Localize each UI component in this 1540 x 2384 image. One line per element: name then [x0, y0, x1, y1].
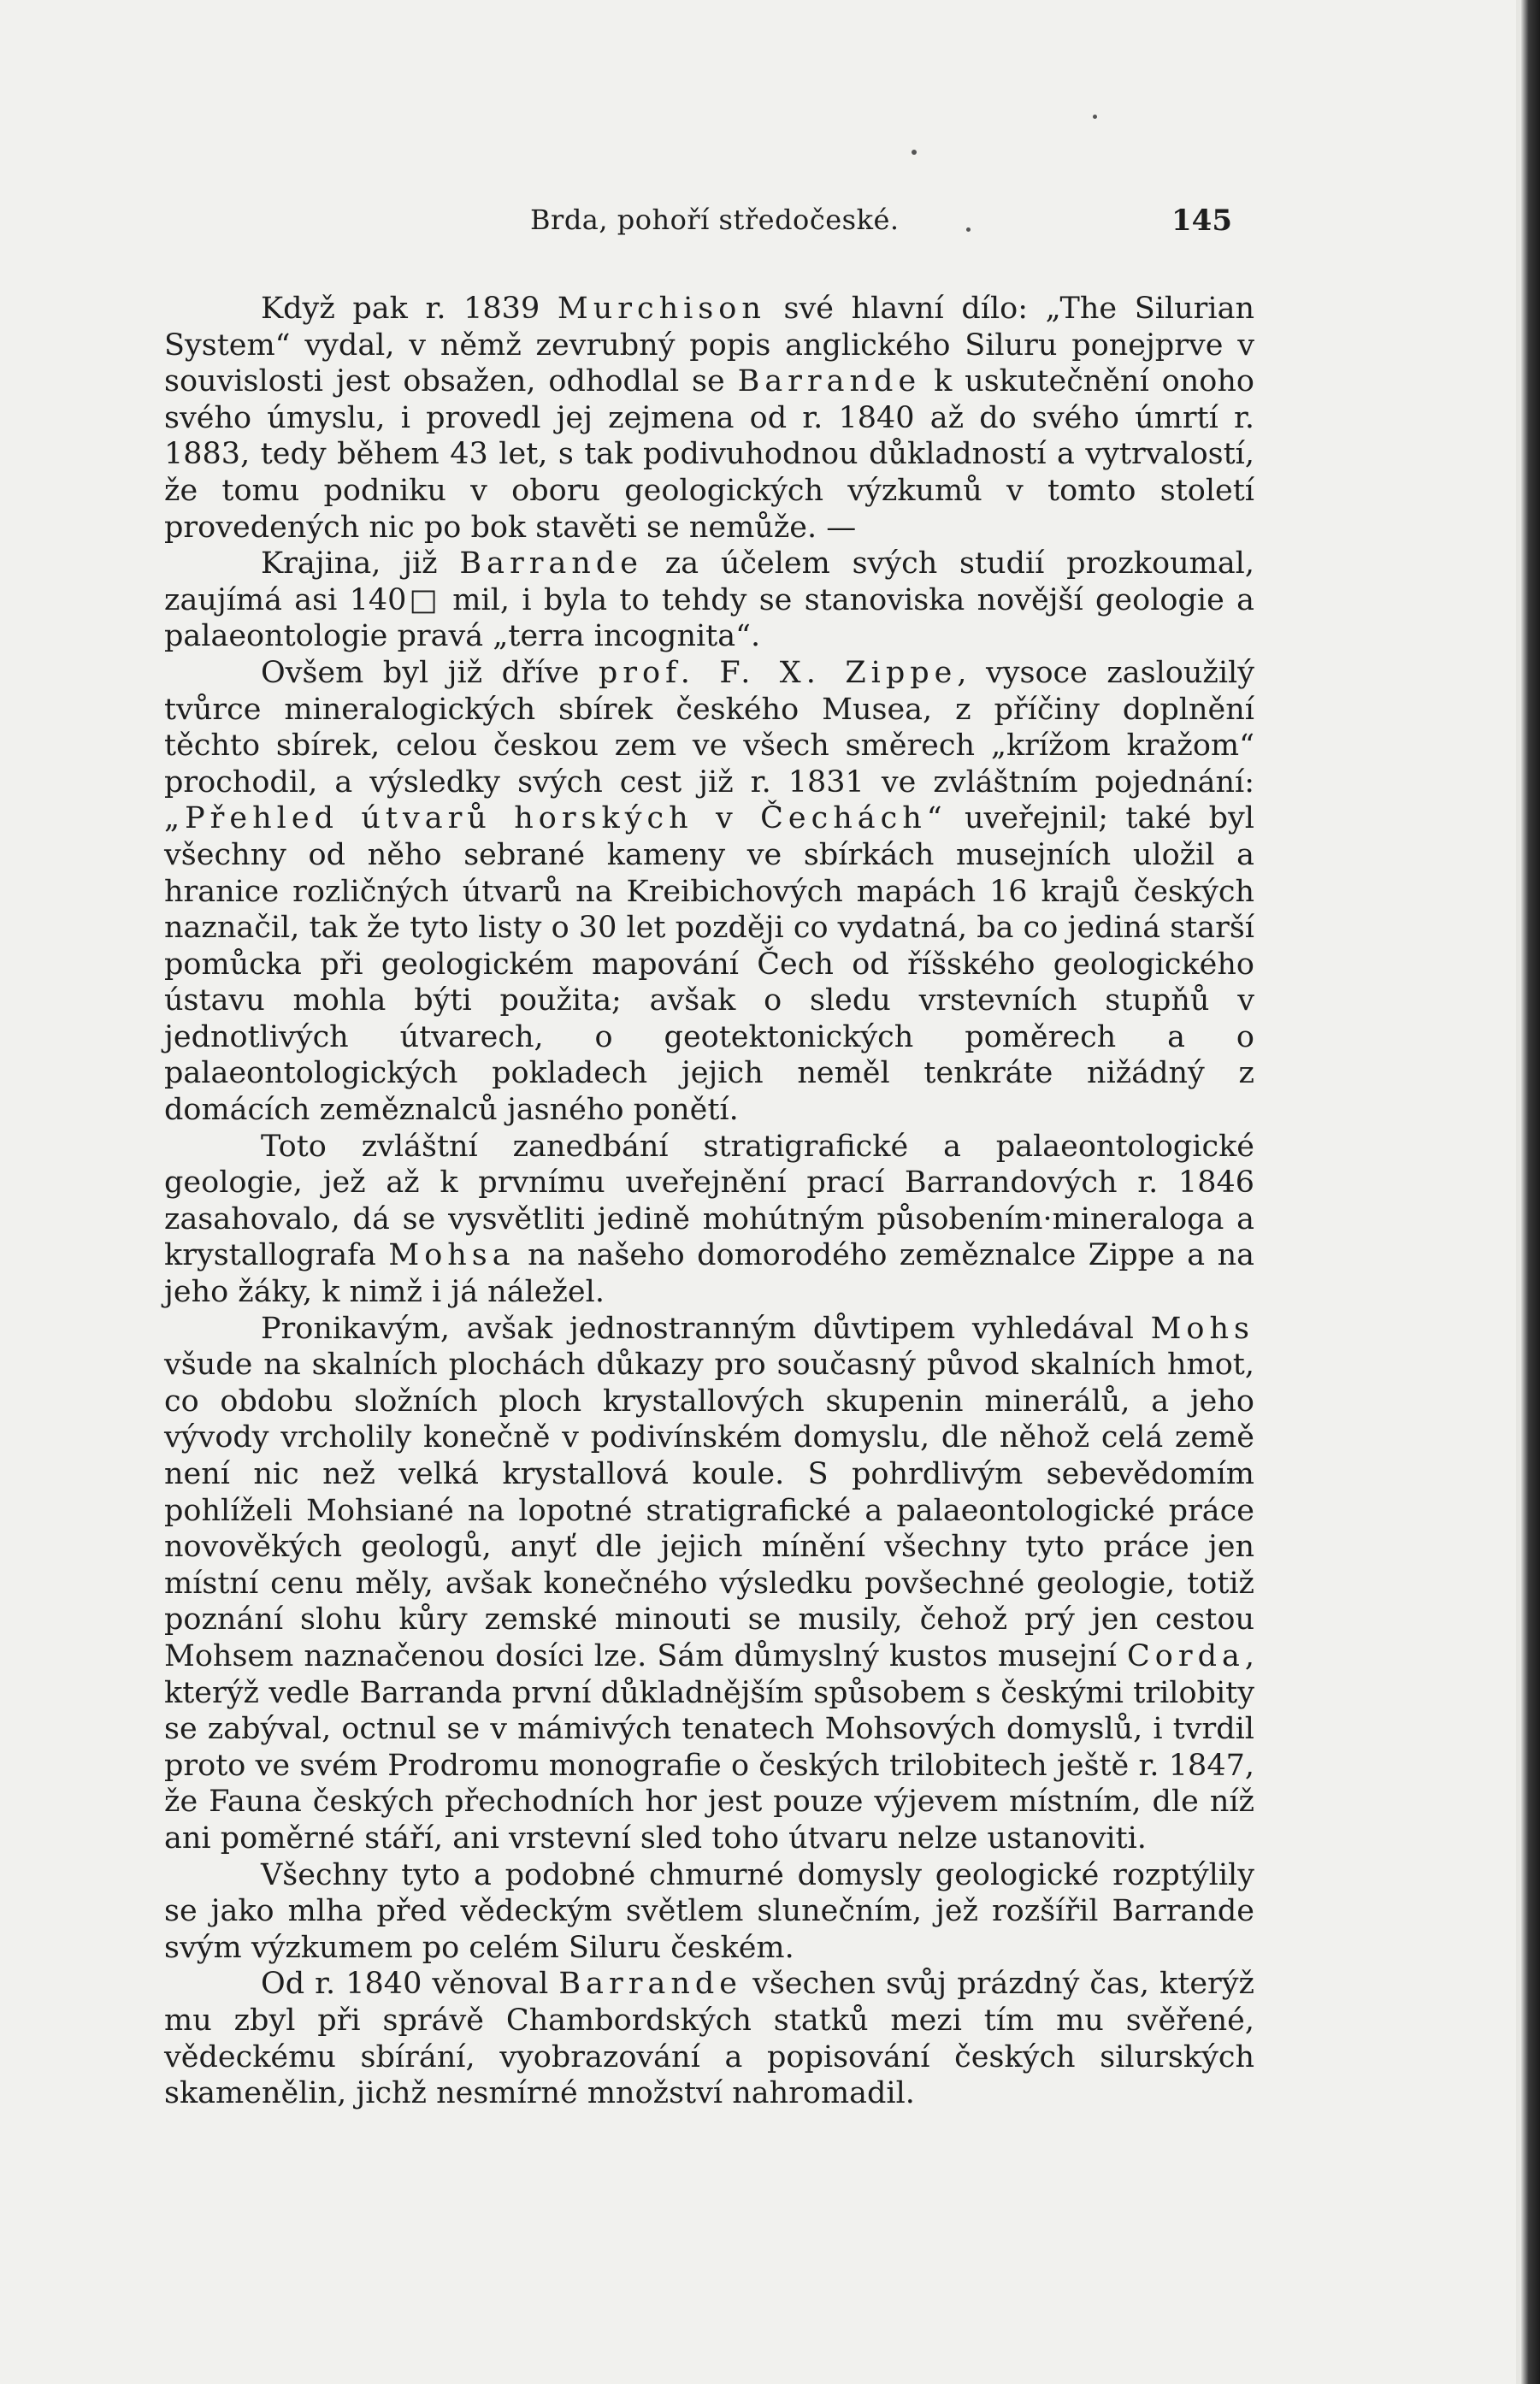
running-header — [0, 204, 1540, 255]
text-run: všude na skalních plochách důkazy pro současný původ skalních hmot, co obdobu složních ploch krystallových skupenin minerálů, a jeho vývody vrcholily konečně v podivínském domyslu, dle něhož celá země není nic než velká krystallová koule. S pohrdlivým sebevědomím pohlíželi Mohsiané na lopotné stratigrafické a palaeontologické práce novověkých geologů, anyť dle jejich mínění všechny tyto práce jen místní cenu měly, avšak konečného výsledku povšechné geologie, totiž poznání slohu kůry zemské minouti se musily, čehož prý jen cestou Mohsem naznačenou dosíci lze. Sám důmyslný kustos musejní — [164, 1348, 1254, 1673]
text-run: všechen svůj prázdný čas, kterýž mu zbyl při správě Chambordských statků mezi tím mu svěřené, vědeckému sbírání, vyobrazování a popisování českých silurských skamenělin, jichž nesmírné množství nahromadil. — [164, 1967, 1254, 2111]
paragraph — [164, 1966, 1254, 2111]
page-edge-shadow — [1521, 0, 1540, 2384]
emphasized-text: Barrande — [737, 364, 922, 399]
emphasized-text: Mohsa — [388, 1238, 516, 1273]
emphasized-text: prof. F. X. Zippe — [598, 655, 958, 690]
page-number: 145 — [1171, 204, 1232, 238]
paragraph — [164, 1311, 1254, 1857]
text-run: Ovšem byl již dříve — [261, 655, 599, 690]
text-run: Toto zvláštní zanedbání stratigrafické a palaeontologické geologie, jež až k prvnímu uveřejnění prací Barrandových r. 1846 zasahovalo, dá se vysvětliti jedině mohútným působením·mineraloga a krystallografa — [164, 1129, 1254, 1273]
dust-speck — [912, 150, 917, 155]
running-title: Brda, pohoří středočeské. — [530, 204, 900, 236]
dust-speck — [1093, 115, 1097, 119]
emphasized-text: Barrande — [459, 546, 643, 581]
text-run: Krajina, již — [261, 546, 460, 581]
paragraph — [164, 291, 1254, 546]
text-run: , vysoce zasloužilý tvůrce mineralogických sbírek českého Musea, z příčiny doplnění těchto sbírek, celou českou zem ve všech směrech „krížom kražom“ prochodil, a výsledky svých cest již r. 1831 ve zvláštním pojednání: — [164, 655, 1254, 800]
text-run: k uskutečnění onoho svého úmyslu, i provedl jej zejmena od r. 1840 až do svého úmrtí r. 1883, tedy během 43 let, s tak podivuhodnou důkladností a vytrvalostí, že tomu podniku v oboru geologických výzkumů v tomto století provedených nic po bok stavěti se nemůže. — — [164, 364, 1254, 545]
emphasized-text: Barrande — [558, 1967, 742, 2002]
paragraph — [164, 1857, 1254, 1967]
text-run: uveřejnil; také byl všechny od něho sebrané kameny ve sbírkách musejních uložil a hranice rozličných útvarů na Kreibichových mapách 16 krajů českých naznačil, tak že tyto listy o 30 let později co vydatná, ba co jediná starší pomůcka při geologickém mapování Čech od říšského geologického ústavu mohla býti použita; avšak o sledu vrstevních stupňů v jednotlivých útvarech, o geotektonických poměrech a o palaeontologických pokladech jejich neměl tenkráte nižádný z domácích zeměznalců jasného ponětí. — [164, 801, 1254, 1128]
emphasized-text: „Přehled útvarů horských v Čechách“ — [164, 801, 947, 836]
text-run: Pronikavým, avšak jednostranným důvtipem vyhledával — [261, 1311, 1151, 1346]
emphasized-text: Corda — [1127, 1638, 1245, 1673]
text-run: Všechny tyto a podobné chmurné domysly geologické rozptýlily se jako mlha před vědeckým světlem slunečním, jež rozšířil Barrande svým výzkumem po celém Siluru českém. — [164, 1857, 1254, 1965]
paragraph — [164, 546, 1254, 655]
text-run: za účelem svých studií prozkoumal, zaujímá asi 140□ mil, i byla to tehdy se stanoviska novější geologie a palaeontologie pravá „terra incognita“. — [164, 546, 1255, 654]
text-run: své hlavní dílo: „The Silurian System“ vydal, v němž zevrubný popis anglického Siluru ponejprve v souvislosti jest obsažen, odhodlal se — [164, 292, 1254, 399]
text-run: na našeho domorodého zeměznalce Zippe a na jeho žáky, k nimž i já náležel. — [164, 1238, 1254, 1310]
paragraph — [164, 655, 1254, 1129]
emphasized-text: Mohs — [1150, 1311, 1254, 1346]
text-run: , kterýž vedle Barranda první důkladnějším spůsobem s českými trilobity se zabýval, octnul se v mámivých tenatech Mohsových domyslů, i tvrdil proto ve svém Prodromu monografie o českých trilobitech ještě r. 1847, že Fauna českých přechodních hor jest pouze výjevem místním, dle níž ani poměrné stáří, ani vrstevní sled toho útvaru nelze ustanoviti. — [164, 1638, 1254, 1856]
emphasized-text: Murchison — [557, 292, 766, 326]
paragraph — [164, 1129, 1254, 1311]
text-run: Když pak r. 1839 — [261, 292, 558, 326]
body-text — [164, 291, 1254, 2112]
text-run: Od r. 1840 věnoval — [261, 1967, 559, 2002]
